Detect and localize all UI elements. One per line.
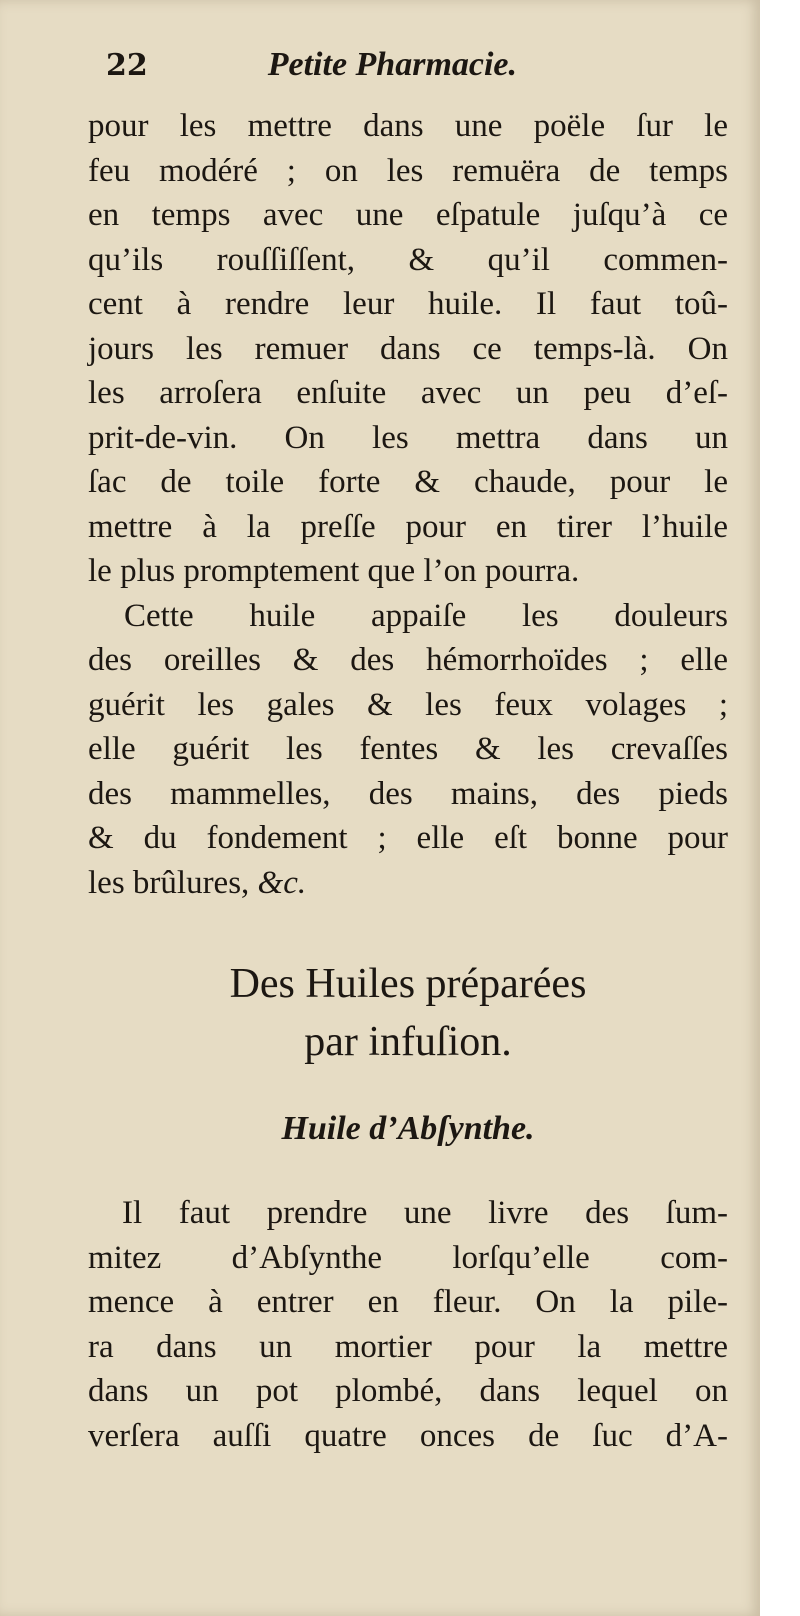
paragraph-1 xyxy=(88,104,728,594)
text-line: mitez d’Abſynthe lorſqu’elle com- xyxy=(88,1239,728,1276)
section-heading-line: Des Huiles préparées xyxy=(229,961,587,1007)
page-text xyxy=(88,46,728,1458)
page-margin xyxy=(760,0,800,1616)
text-line xyxy=(88,861,728,906)
running-header xyxy=(88,46,728,104)
text-line: le plus promptement que l’on pourra. xyxy=(88,553,580,589)
running-title: Petite Pharmacie. xyxy=(267,46,518,83)
etc-abbreviation: &c. xyxy=(257,864,307,901)
text-line: les arroſera enſuite avec un peu d’eſ- xyxy=(88,375,728,411)
page-number: 22 xyxy=(106,48,148,83)
text-line: Il faut prendre une livre des ſum- xyxy=(122,1195,728,1231)
text-fragment: les brûlures, xyxy=(88,864,258,901)
text-line: ra dans un mortier pour la mettre xyxy=(88,1328,728,1365)
text-line: dans un pot plombé, dans lequel on xyxy=(88,1373,728,1409)
text-line: ſac de toile forte & chaude, pour le xyxy=(88,464,728,500)
text-line: des mammelles, des mains, des pieds xyxy=(88,775,728,812)
text-line: pour les mettre dans une poële ſur le xyxy=(88,108,728,144)
text-line: mettre à la preſſe pour en tirer l’huile xyxy=(88,508,728,545)
text-line: verſera auſſi quatre onces de ſuc d’A- xyxy=(88,1417,728,1454)
paragraph-3 xyxy=(88,1191,728,1458)
text-line: Cette huile appaiſe les douleurs xyxy=(124,597,728,634)
text-line: qu’ils rouſſiſſent, & qu’il commen- xyxy=(88,241,728,278)
text-line: elle guérit les fentes & les crevaſſes xyxy=(88,731,728,767)
text-line: & du fondement ; elle eſt bonne pour xyxy=(88,820,728,856)
text-line: jours les remuer dans ce temps-là. On xyxy=(88,330,728,367)
subheading: Huile d’Abſynthe. xyxy=(281,1110,535,1147)
text-line: mence à entrer en fleur. On la pile- xyxy=(88,1284,728,1320)
paragraph-2 xyxy=(88,594,728,906)
section-heading xyxy=(88,955,728,1071)
text-line: prit-de-vin. On les mettra dans un xyxy=(88,419,728,456)
text-line: guérit les gales & les feux volages ; xyxy=(88,686,728,723)
text-line: feu modéré ; on les remuëra de temps xyxy=(88,152,728,189)
section-heading-line: par infuſion. xyxy=(304,1019,512,1065)
text-line: en temps avec une eſpatule juſqu’à ce xyxy=(88,197,728,233)
text-line: cent à rendre leur huile. Il faut toû- xyxy=(88,286,728,322)
text-line: des oreilles & des hémorrhoïdes ; elle xyxy=(88,642,728,678)
